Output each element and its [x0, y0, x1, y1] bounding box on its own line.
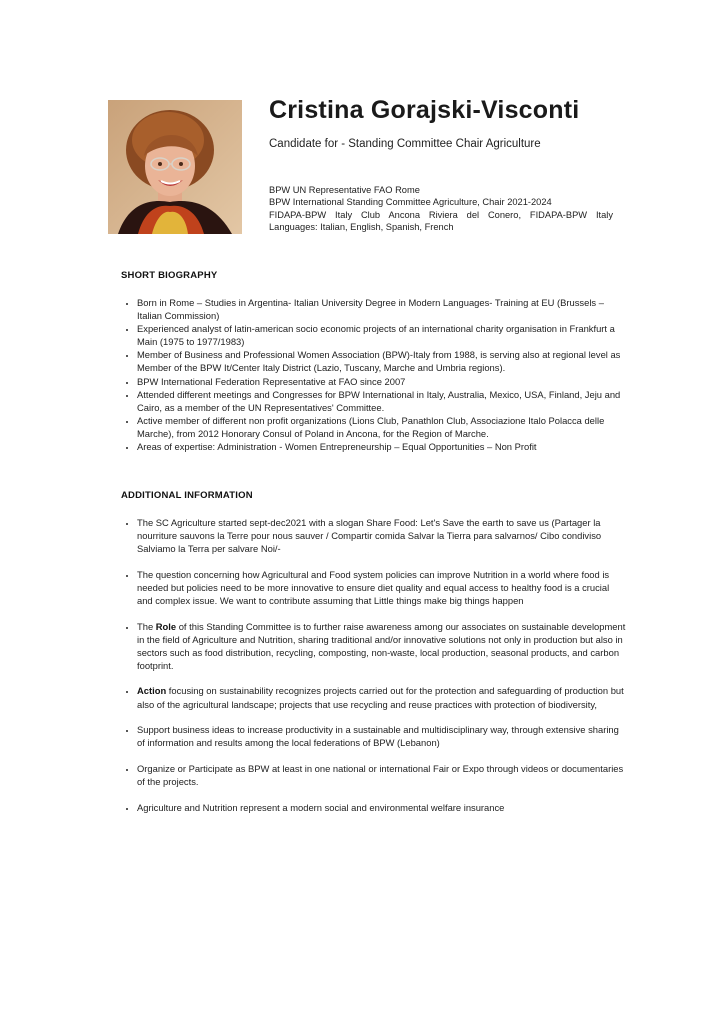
list-item: • Experienced analyst of latin-american socio economic projects of an international charity organisation in Frankfurt a Main (1975 to 1977/1983)	[137, 322, 627, 348]
list-item-text: Agriculture and Nutrition represent a modern social and environmental welfare insurance	[137, 801, 505, 813]
additional-information-heading: ADDITIONAL INFORMATION	[121, 490, 253, 501]
list-item	[137, 723, 627, 749]
list-item-text: focusing on sustainability recognizes projects carried out for the protection and safeguarding of production but also of the agricultural landscape; projects that use recycling and reuse practices with protection of biodiversity,	[137, 685, 624, 710]
short-biography-list	[121, 296, 627, 453]
list-item: • Attended different meetings and Congresses for BPW International in Italy, Australia, Mexico, USA, Finland, Jeju and Cairo, as a member of the UN Representatives' Committee.	[137, 388, 627, 414]
candidate-name: Cristina Gorajski-Visconti	[269, 96, 580, 124]
list-item: • Member of Business and Professional Women Association (BPW)-Italy from 1988, is serving also at regional level as Member of the BPW It/Center Italy District (Lazio, Tuscany, Marche and Umbria regions).	[137, 348, 627, 374]
additional-information-list	[121, 516, 627, 826]
list-item: • Born in Rome – Studies in Argentina- Italian University Degree in Modern Languages- Training at EU (Brussels – Italian Commission)	[137, 296, 627, 322]
list-item	[137, 620, 627, 672]
languages-line: Languages: Italian, English, Spanish, French	[269, 221, 454, 232]
list-item-keyword: Action	[137, 685, 167, 697]
list-item: • Active member of different non profit organizations (Lions Club, Panathlon Club, Associazione Italo Polacca delle Marche), from 2012 Honorary Consul of Poland in Ancona, for the Region of Marche.	[137, 414, 627, 440]
list-item-text: Organize or Participate as BPW at least in one national or international Fair or Expo through videos or documentaries of the projects.	[137, 762, 624, 787]
list-item-text: The SC Agriculture started sept-dec2021 with a slogan Share Food: Let's Save the earth to save us (Partager la nourriture sauvons la Terre pour nous sauver / Compartir comida Salvar la Tierra para salvarnos/ Cibo condiviso Salviamo la Terra per salvare Noi/-	[137, 517, 602, 555]
list-item-text: Support business ideas to increase productivity in a sustainable and multidisciplinary way, through extensive sharing of information and results among the local federations of BPW (Lebanon)	[137, 724, 619, 749]
list-item	[137, 801, 627, 814]
role-line: FIDAPA-BPW Italy Club Ancona Riviera del Conero, FIDAPA-BPW Italy	[269, 209, 613, 220]
list-item-prefix: The	[137, 620, 156, 632]
list-item: • Areas of expertise: Administration - Women Entrepreneurship – Equal Opportunities – Non Profit	[137, 440, 627, 453]
role-line: BPW International Standing Committee Agriculture, Chair 2021-2024	[269, 197, 552, 208]
list-item	[137, 516, 627, 555]
short-biography-heading: SHORT BIOGRAPHY	[121, 270, 218, 281]
list-item-text: of this Standing Committee is to further raise awareness among our associates on sustainable development in the field of Agriculture and Nutrition, sharing traditional and/or innovative solutions not only in production but also in sectors such as food distribution, recycling, composting, non-waste, local production, seasonal products, and carbon footprint.	[137, 620, 626, 671]
list-item-keyword: Role	[155, 620, 177, 632]
roles-block	[269, 184, 613, 233]
role-line: BPW UN Representative FAO Rome	[269, 185, 420, 195]
list-item-text: The question concerning how Agricultural and Food system policies can improve Nutrition in a world where food is needed but policies need to be more innovative to ensure diet quality and equal access to healthy food is a crucial and complex issue. We want to contribute assuming that Little things make big things happen	[137, 568, 610, 606]
portrait-photo	[108, 100, 242, 234]
candidacy-line: Candidate for - Standing Committee Chair Agriculture	[269, 138, 541, 150]
list-item	[137, 684, 627, 710]
list-item	[137, 762, 627, 788]
list-item: • BPW International Federation Representative at FAO since 2007	[137, 375, 627, 388]
list-item	[137, 568, 627, 607]
